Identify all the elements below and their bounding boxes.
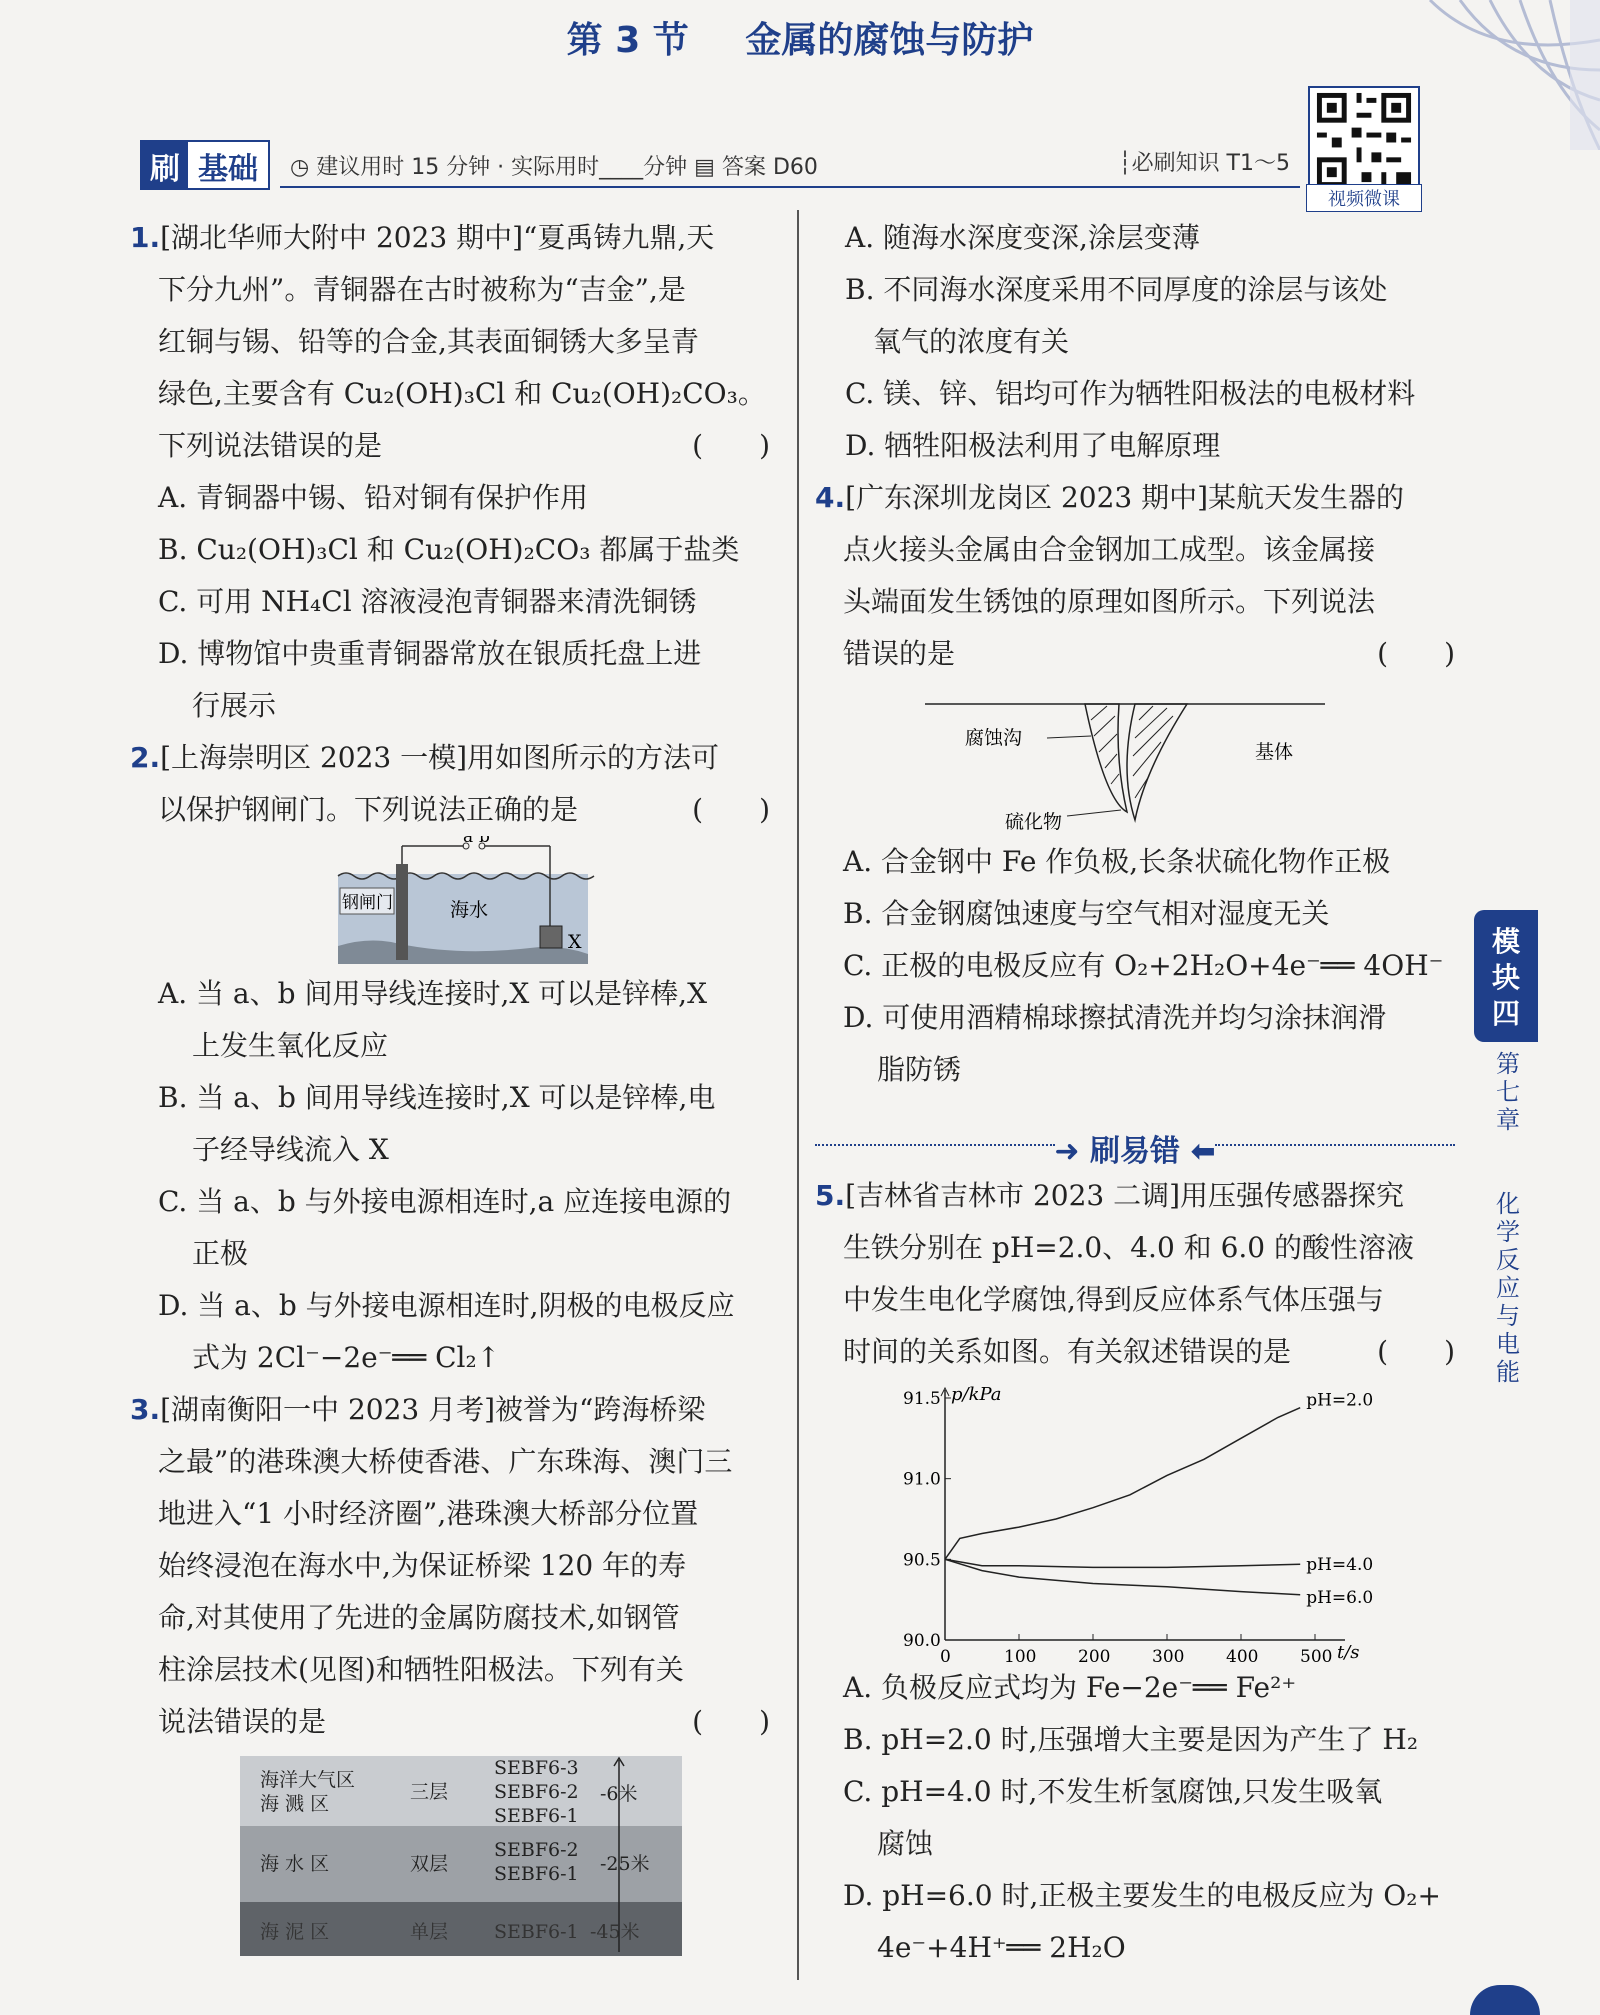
q1-stem-line: [湖北华师大附中 2023 期中]“夏禹铸九鼎,天 <box>160 221 715 254</box>
zone-splash: 海 溅 区 <box>260 1793 330 1815</box>
x-axis-label: t/s <box>1337 1642 1360 1662</box>
badge-basic: 基础 <box>188 142 268 188</box>
section-number: 第 3 节 <box>566 20 689 61</box>
q3-stem-line: [湖南衡阳一中 2023 月考]被誉为“跨海桥梁 <box>160 1393 706 1426</box>
q1-option-b: B. Cu₂(OH)₃Cl 和 Cu₂(OH)₂CO₃ 都属于盐类 <box>158 533 740 566</box>
q3-option-d: D. 牺牲阳极法利用了电解原理 <box>845 429 1221 462</box>
q3-option-c: C. 镁、锌、铝均可作为牺牲阳极法的电极材料 <box>845 377 1416 410</box>
x-tick-label: 200 <box>1078 1647 1111 1662</box>
q4-figure-wrap <box>815 680 1455 836</box>
y-axis-label: p/kPa <box>951 1384 1002 1405</box>
q5-stem-line: [吉林省吉林市 2023 二调]用压强传感器探究 <box>845 1179 1405 1212</box>
q3-number: 3. <box>130 1393 161 1426</box>
q4-option-d-cont: 脂防锈 <box>877 1053 962 1086</box>
answer-blank: ( ) <box>692 429 770 462</box>
q4-number: 4. <box>815 481 846 514</box>
q2-option-a: A. 当 a、b 间用导线连接时,X 可以是锌棒,X <box>158 977 708 1010</box>
q1-option-c: C. 可用 NH₄Cl 溶液浸泡青铜器来清洗铜锈 <box>158 585 697 618</box>
legend-entry: pH=4.0 <box>1306 1555 1374 1576</box>
q2-stem-line: [上海崇明区 2023 一模]用如图所示的方法可 <box>160 741 720 774</box>
basic-badge <box>140 140 270 190</box>
x-tick-label: 500 <box>1300 1647 1333 1662</box>
q4-stem-line: 错误的是 <box>843 637 956 670</box>
q4-figure <box>815 680 1425 836</box>
answer-blank: ( ) <box>692 1705 770 1738</box>
q4-stem-line: 头端面发生锈蚀的原理如图所示。下列说法 <box>843 585 1376 618</box>
q3-figure <box>130 1756 770 1956</box>
x-tick-label: 300 <box>1152 1647 1185 1662</box>
q2-option-d: D. 当 a、b 与外接电源相连时,阴极的电极反应 <box>158 1289 735 1322</box>
question-3 <box>130 1384 770 1954</box>
zone-3-depth: -45米 <box>590 1921 640 1943</box>
zone-1-layers: 三层 <box>410 1781 449 1803</box>
zone-1-code: SEBF6-3 <box>494 1757 579 1779</box>
question-5 <box>815 1170 1455 1974</box>
q2-water-label: 海水 <box>450 899 489 921</box>
right-column <box>815 212 1455 1096</box>
y-tick-label: 91.0 <box>903 1469 941 1490</box>
q3-stem-line: 说法错误的是 <box>158 1705 327 1738</box>
q2-option-d-cont: 式为 2Cl⁻−2e⁻══ Cl₂↑ <box>192 1341 501 1374</box>
y-tick-label: 90.0 <box>903 1631 941 1651</box>
q2-option-c: C. 当 a、b 与外接电源相连时,a 应连接电源的 <box>158 1185 732 1218</box>
q5-option-d: D. pH=6.0 时,正极主要发生的电极反应为 O₂+ <box>843 1879 1441 1912</box>
zone-1-depth: -6米 <box>600 1783 638 1805</box>
q3-figure-wrap <box>130 1748 770 1954</box>
question-1 <box>130 212 770 732</box>
q3-stem-line: 命,对其使用了先进的金属防腐技术,如钢管 <box>158 1601 680 1634</box>
q4-option-d: D. 可使用酒精棉球擦拭清洗并均匀涂抹润滑 <box>843 1001 1387 1034</box>
q4-groove-label: 腐蚀沟 <box>965 727 1023 749</box>
q3-stem-line: 地进入“1 小时经济圈”,港珠澳大桥部分位置 <box>158 1497 699 1530</box>
q3-stem-line: 之最”的港珠澳大桥使香港、广东珠海、澳门三 <box>158 1445 733 1478</box>
q1-stem-line: 下列说法错误的是 <box>158 429 383 462</box>
answer-blank: ( ) <box>1377 637 1455 670</box>
q5-number: 5. <box>815 1179 846 1212</box>
q2-gate-label: 钢闸门 <box>342 893 393 913</box>
answer-blank: ( ) <box>1377 1335 1455 1368</box>
q2-x-label: X <box>568 931 582 953</box>
answer-icon: ▤ <box>694 155 715 180</box>
q2-figure <box>130 836 770 968</box>
q3-stem-line: 始终浸泡在海水中,为保证桥梁 120 年的寿 <box>158 1549 687 1582</box>
q1-option-a: A. 青铜器中锡、铅对铜有保护作用 <box>158 481 589 514</box>
q1-stem-line: 红铜与锡、铅等的合金,其表面铜锈大多呈青 <box>158 325 699 358</box>
q2-option-c-cont: 正极 <box>192 1237 249 1270</box>
question-2 <box>130 732 770 1384</box>
video-lesson-label[interactable]: 视频微课 <box>1306 184 1422 212</box>
q4-stem-line: 点火接头金属由合金钢加工成型。该金属接 <box>843 533 1376 566</box>
q2-b-label: b <box>479 836 490 847</box>
decorative-wave <box>1410 0 1600 150</box>
q2-option-b: B. 当 a、b 间用导线连接时,X 可以是锌棒,电 <box>158 1081 716 1114</box>
zone-3-code: SEBF6-1 <box>494 1921 579 1943</box>
legend-entry: pH=2.0 <box>1306 1390 1374 1411</box>
error-section-text: 刷易错 <box>1090 1134 1180 1169</box>
page-title <box>0 12 1600 63</box>
section-title: 金属的腐蚀与防护 <box>745 20 1034 61</box>
q3-option-b: B. 不同海水深度采用不同厚度的涂层与该处 <box>845 273 1388 306</box>
q1-option-d: D. 博物馆中贵重青铜器常放在银质托盘上进 <box>158 637 702 670</box>
y-tick-label: 91.5 <box>903 1389 941 1409</box>
bar-underline <box>280 186 1300 188</box>
q4-stem-line: [广东深圳龙岗区 2023 期中]某航天发生器的 <box>845 481 1405 514</box>
q5-stem-line: 中发生电化学腐蚀,得到反应体系气体压强与 <box>843 1283 1384 1316</box>
must-know: ┆必刷知识 T1～5 <box>1118 151 1290 176</box>
q2-option-a-cont: 上发生氧化反应 <box>192 1029 389 1062</box>
dotted-line <box>1215 1144 1455 1146</box>
clock-icon: ◷ <box>290 155 310 180</box>
time-hint-text: 建议用时 15 分钟 · 实际用时____分钟 <box>316 155 688 180</box>
q5-chart-wrap <box>815 1378 1455 1662</box>
zone-2-depth: -25米 <box>600 1853 650 1875</box>
error-section-header <box>815 1120 1455 1170</box>
q2-number: 2. <box>130 741 161 774</box>
page-number-tab <box>1470 1985 1540 2015</box>
q5-option-b: B. pH=2.0 时,压强增大主要是因为产生了 H₂ <box>843 1723 1419 1756</box>
module-tab[interactable] <box>1474 910 1538 1042</box>
q2-stem-line: 以保护钢闸门。下列说法正确的是 <box>158 793 579 826</box>
q5-option-c: C. pH=4.0 时,不发生析氢腐蚀,只发生吸氧 <box>843 1775 1383 1808</box>
zone-1-code: SEBF6-1 <box>494 1805 579 1827</box>
q1-stem-line: 下分九州”。青铜器在古时被称为“吉金”,是 <box>158 273 686 306</box>
series-line-pH=6.0 <box>945 1559 1300 1595</box>
module-label: 模 块 四 <box>1491 925 1520 1030</box>
zone-atmosphere: 海洋大气区 <box>260 1769 356 1791</box>
time-hint <box>290 150 818 181</box>
q2-a-label: a <box>463 836 474 847</box>
left-column <box>130 212 770 1954</box>
series-line-pH=4.0 <box>945 1559 1300 1567</box>
answer-ref: 答案 D60 <box>721 155 818 180</box>
q4-option-b: B. 合金钢腐蚀速度与空气相对湿度无关 <box>843 897 1330 930</box>
x-tick-label: 100 <box>1004 1647 1037 1662</box>
series-line-pH=2.0 <box>945 1408 1300 1560</box>
qr-code-icon[interactable] <box>1308 86 1420 194</box>
answer-blank: ( ) <box>692 793 770 826</box>
error-section-title: ➜ 刷易错 ⬅ <box>1054 1134 1216 1169</box>
q5-stem-line: 生铁分别在 pH=2.0、4.0 和 6.0 的酸性溶液 <box>843 1231 1414 1264</box>
q3-option-b-cont: 氧气的浓度有关 <box>873 325 1070 358</box>
x-tick-label: 400 <box>1226 1647 1259 1662</box>
legend-entry: pH=6.0 <box>1306 1587 1374 1608</box>
zone-seawater: 海 水 区 <box>260 1853 330 1875</box>
q4-base-label: 基体 <box>1255 741 1294 763</box>
q1-stem-line: 绿色,主要含有 Cu₂(OH)₃Cl 和 Cu₂(OH)₂CO₃。 <box>158 377 766 410</box>
must-know-text: 必刷知识 T1～5 <box>1131 151 1290 176</box>
q3-option-a: A. 随海水深度变深,涂层变薄 <box>845 221 1200 254</box>
zone-mud: 海 泥 区 <box>260 1921 330 1943</box>
zone-2-layers: 双层 <box>410 1853 449 1875</box>
q4-option-a: A. 合金钢中 Fe 作负极,长条状硫化物作正极 <box>843 845 1391 878</box>
q2-figure-wrap <box>130 836 770 968</box>
q1-number: 1. <box>130 221 161 254</box>
q5-stem-line: 时间的关系如图。有关叙述错误的是 <box>843 1335 1292 1368</box>
zone-3-layers: 单层 <box>410 1921 449 1943</box>
q3-stem-line: 柱涂层技术(见图)和牺牲阳极法。下列有关 <box>158 1653 684 1686</box>
q5-option-c-cont: 腐蚀 <box>877 1827 934 1860</box>
q4-sulfide-label: 硫化物 <box>1005 811 1063 833</box>
zone-1-code: SEBF6-2 <box>494 1781 579 1803</box>
badge-brush: 刷 <box>142 142 188 188</box>
q5-option-a: A. 负极反应式均为 Fe−2e⁻══ Fe²⁺ <box>843 1671 1297 1704</box>
y-tick-label: 90.5 <box>903 1550 941 1571</box>
q5-option-d-cont: 4e⁻+4H⁺══ 2H₂O <box>877 1931 1126 1964</box>
chapter-label: 第 七 章 化 学 反 应 与 电 能 <box>1496 1050 1520 1386</box>
question-3-options <box>845 212 1455 472</box>
x-tick-label: 0 <box>940 1647 951 1662</box>
pressure-time-chart <box>815 1378 1455 1662</box>
q1-option-d-cont: 行展示 <box>192 689 277 722</box>
question-4 <box>815 472 1455 1096</box>
q2-option-b-cont: 子经导线流入 X <box>192 1133 389 1166</box>
column-divider <box>797 210 799 1980</box>
q4-option-c: C. 正极的电极反应有 O₂+2H₂O+4e⁻══ 4OH⁻ <box>843 949 1444 982</box>
basic-bar <box>140 140 1300 192</box>
zone-2-code: SEBF6-1 <box>494 1863 579 1885</box>
zone-2-code: SEBF6-2 <box>494 1839 579 1861</box>
